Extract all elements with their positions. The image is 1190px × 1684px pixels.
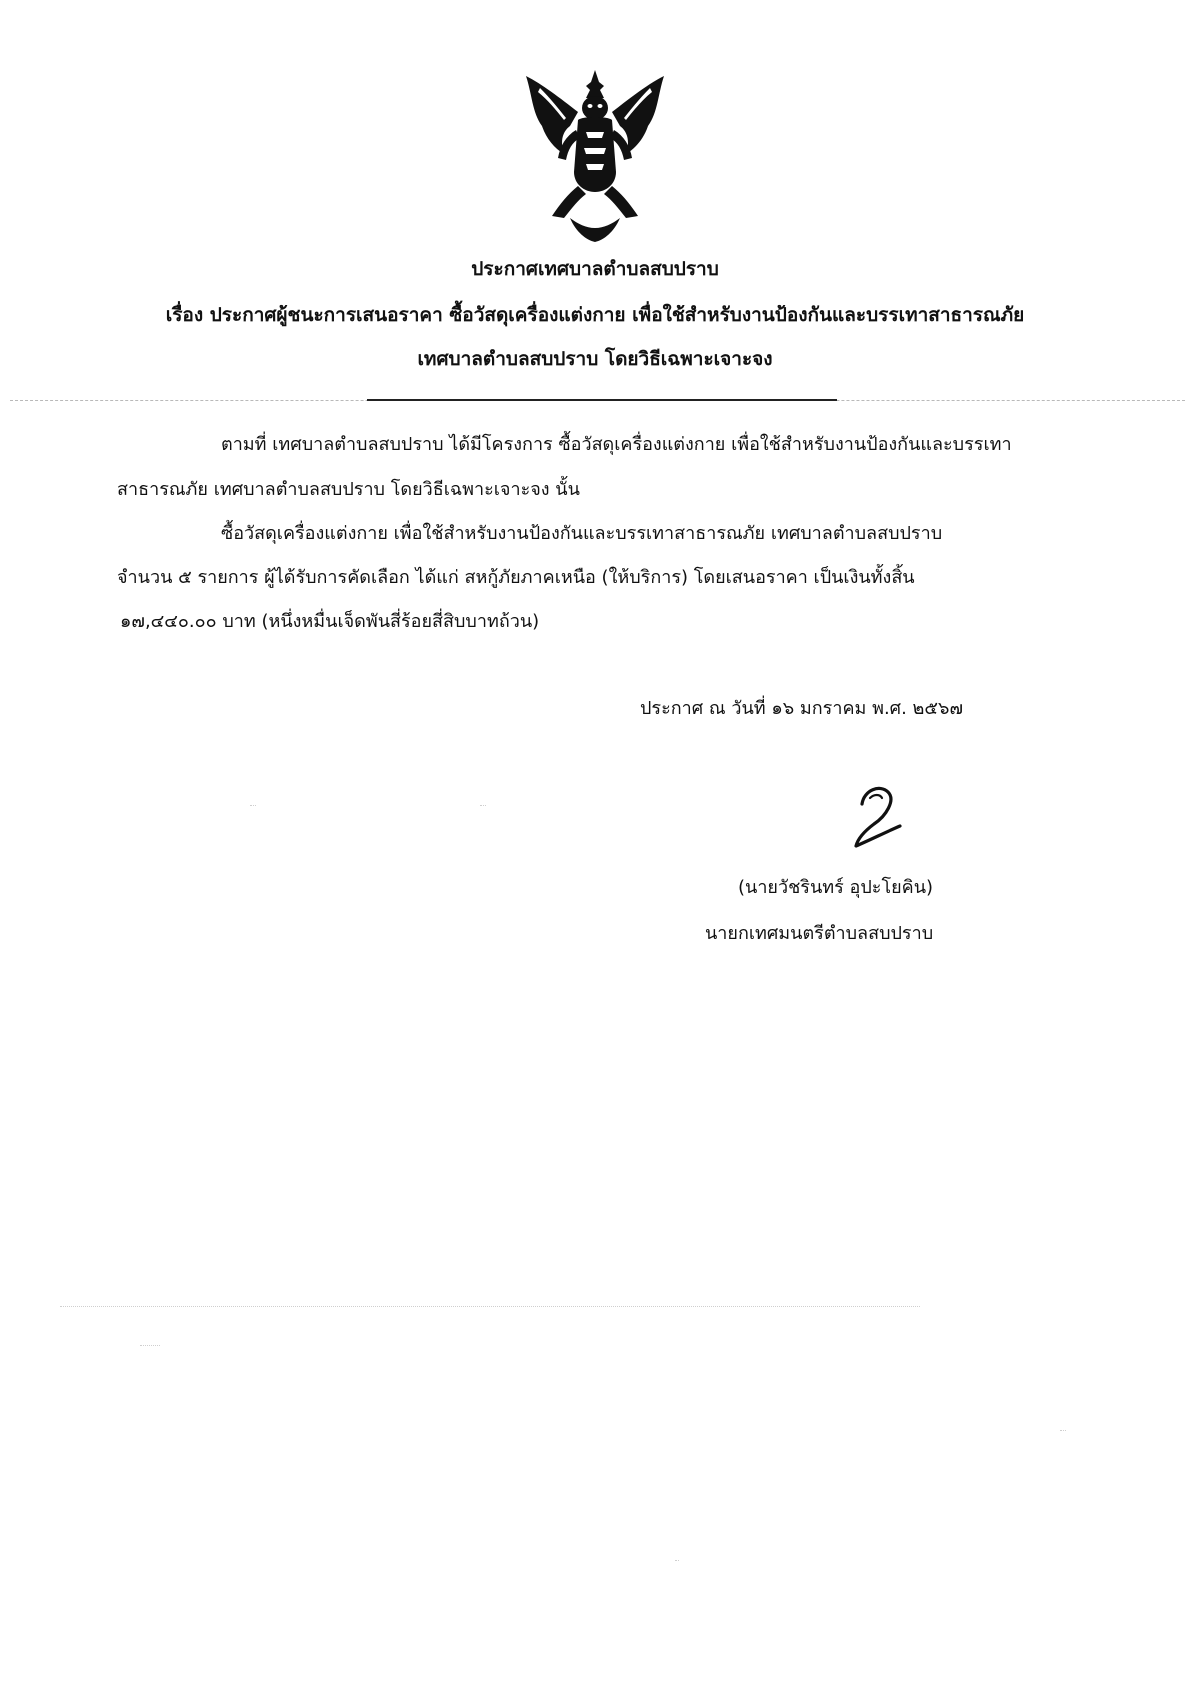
scan-artifact (480, 805, 486, 806)
scan-artifact (675, 1560, 679, 1561)
scan-artifact (60, 1306, 920, 1307)
paragraph-1-line-1: ตามที่ เทศบาลตำบลสบปราบ ได้มีโครงการ ซื้อวัสดุเครื่องแต่งกาย เพื่อใช้สำหรับงานป้องกันและบรรเทา (221, 434, 1012, 455)
signatory-name: (นายวัชรินทร์ อุปะโยคิน) (738, 877, 934, 898)
separator-solid (367, 399, 837, 401)
scan-artifact (1060, 1430, 1066, 1431)
subject-line-2: เทศบาลตำบลสบปราบ โดยวิธีเฉพาะเจาะจง (417, 348, 773, 370)
paragraph-2-line-2: จำนวน ๕ รายการ ผู้ได้รับการคัดเลือก ได้แก่ สหกู้ภัยภาคเหนือ (ให้บริการ) โดยเสนอราคา เป็นเงินทั้งสิ้น (117, 567, 915, 588)
announcement-date: ประกาศ ณ วันที่ ๑๖ มกราคม พ.ศ. ๒๕๖๗ (640, 698, 963, 719)
scan-artifact (250, 805, 256, 806)
garuda-emblem-icon (520, 68, 670, 244)
subject-line: เรื่อง ประกาศผู้ชนะการเสนอราคา ซื้อวัสดุเครื่องแต่งกาย เพื่อใช้สำหรับงานป้องกันและบรรเทาสาธารณภัย (165, 304, 1025, 326)
paragraph-2-line-3: ๑๗,๔๔๐.๐๐ บาท (หนึ่งหมื่นเจ็ดพันสี่ร้อยสี่สิบบาทถ้วน) (120, 611, 540, 632)
handwritten-signature-icon (840, 776, 920, 856)
paragraph-2-line-1: ซื้อวัสดุเครื่องแต่งกาย เพื่อใช้สำหรับงานป้องกันและบรรเทาสาธารณภัย เทศบาลตำบลสบปราบ (221, 523, 943, 544)
paragraph-1-line-2: สาธารณภัย เทศบาลตำบลสบปราบ โดยวิธีเฉพาะเจาะจง นั้น (117, 479, 580, 500)
scan-artifact (140, 1345, 160, 1346)
signatory-position: นายกเทศมนตรีตำบลสบปราบ (705, 923, 934, 944)
page-title: ประกาศเทศบาลตำบลสบปราบ (471, 258, 719, 280)
